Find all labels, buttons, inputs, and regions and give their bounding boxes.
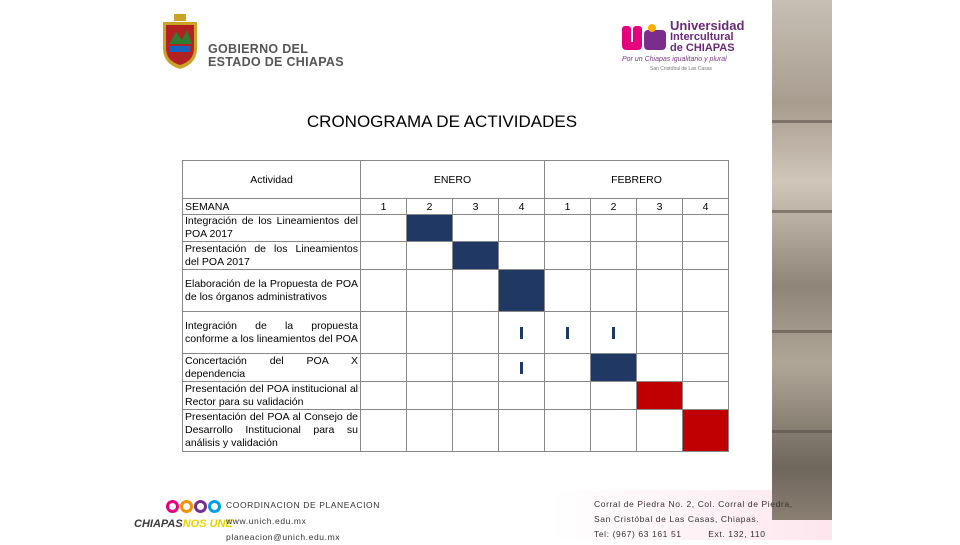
gov-line-1: GOBIERNO DEL bbox=[208, 42, 309, 56]
schedule-cell bbox=[683, 270, 729, 312]
activity-cell: Concertación del POA X dependencia bbox=[183, 354, 361, 382]
schedule-cell bbox=[545, 382, 591, 410]
circle-icon bbox=[208, 500, 221, 513]
schedule-cell bbox=[453, 215, 499, 242]
week-number: 2 bbox=[591, 199, 637, 215]
phone-line: Tel: (967) 63 161 51 Ext. 132, 110 bbox=[594, 529, 766, 539]
week-number: 3 bbox=[637, 199, 683, 215]
schedule-cell bbox=[545, 270, 591, 312]
photo-detail bbox=[772, 430, 832, 433]
schedule-marker bbox=[566, 327, 569, 339]
circle-icon bbox=[166, 500, 179, 513]
schedule-cell bbox=[591, 382, 637, 410]
table-row bbox=[183, 242, 729, 270]
schedule-cell bbox=[361, 215, 407, 242]
week-row bbox=[183, 199, 729, 215]
activity-cell: Elaboración de la Propuesta de POA de los órganos administrativos bbox=[183, 270, 361, 312]
schedule-cell bbox=[683, 312, 729, 354]
uni-line-3: de CHIAPAS bbox=[670, 42, 735, 54]
schedule-cell bbox=[545, 215, 591, 242]
schedule-cell bbox=[361, 382, 407, 410]
schedule-cell bbox=[683, 382, 729, 410]
schedule-cell bbox=[361, 312, 407, 354]
header-actividad: Actividad bbox=[183, 161, 361, 199]
schedule-cell bbox=[453, 242, 499, 270]
coordination-label: COORDINACION DE PLANEACION bbox=[226, 500, 380, 510]
footer-left-lines bbox=[226, 497, 380, 545]
activity-cell: Integración de los Lineamientos del POA 2017 bbox=[183, 215, 361, 242]
schedule-cell bbox=[499, 410, 545, 452]
activity-cell: Presentación del POA institucional al Rector para su validación bbox=[183, 382, 361, 410]
schedule-cell bbox=[499, 382, 545, 410]
footer-contact-right bbox=[594, 497, 793, 542]
email-link[interactable]: planeacion@unich.edu.mx bbox=[226, 532, 341, 542]
chiapas-word: CHIAPAS bbox=[134, 518, 183, 530]
address-line-2: San Cristóbal de Las Casas, Chiapas. bbox=[594, 514, 760, 524]
unich-logo-icon bbox=[622, 22, 668, 56]
table-row bbox=[183, 382, 729, 410]
schedule-cell bbox=[453, 410, 499, 452]
address-line-1: Corral de Piedra No. 2, Col. Corral de Piedra, bbox=[594, 499, 793, 509]
schedule-cell bbox=[499, 215, 545, 242]
activity-cell: Presentación del POA al Consejo de Desarrollo Institucional para su análisis y validación bbox=[183, 410, 361, 452]
footer-contact-left bbox=[130, 492, 380, 540]
week-number: 4 bbox=[499, 199, 545, 215]
table-row bbox=[183, 410, 729, 452]
chiapas-nos-une-logo-icon bbox=[166, 500, 222, 518]
schedule-cell bbox=[361, 270, 407, 312]
schedule-cell bbox=[407, 354, 453, 382]
schedule-cell bbox=[407, 382, 453, 410]
schedule-cell bbox=[637, 242, 683, 270]
schedule-cell bbox=[545, 312, 591, 354]
schedule-cell bbox=[407, 410, 453, 452]
university-name bbox=[670, 20, 744, 55]
uni-line-2: Intercultural bbox=[670, 30, 734, 43]
schedule-cell bbox=[683, 215, 729, 242]
circle-icon bbox=[180, 500, 193, 513]
schedule-cell bbox=[545, 354, 591, 382]
table-header-row bbox=[183, 161, 729, 199]
schedule-cell bbox=[499, 354, 545, 382]
page-title: CRONOGRAMA DE ACTIVIDADES bbox=[306, 112, 578, 131]
schedule-cell bbox=[683, 354, 729, 382]
table-row bbox=[183, 270, 729, 312]
schedule-cell bbox=[453, 270, 499, 312]
week-number: 3 bbox=[453, 199, 499, 215]
schedule-cell bbox=[453, 354, 499, 382]
activity-cell: Integración de la propuesta conforme a los lineamientos del POA bbox=[183, 312, 361, 354]
website-link[interactable]: www.unich.edu.mx bbox=[226, 516, 307, 526]
schedule-cell bbox=[407, 312, 453, 354]
header-enero: ENERO bbox=[361, 161, 545, 199]
decorative-photo bbox=[772, 0, 832, 520]
schedule-marker bbox=[612, 327, 615, 339]
photo-detail bbox=[772, 330, 832, 333]
schedule-cell bbox=[637, 410, 683, 452]
table-row bbox=[183, 215, 729, 242]
semana-label: SEMANA bbox=[183, 199, 361, 215]
photo-detail bbox=[772, 210, 832, 213]
university-logo bbox=[620, 18, 770, 78]
schedule-cell bbox=[499, 270, 545, 312]
government-logo bbox=[160, 10, 360, 76]
schedule-marker bbox=[520, 362, 523, 374]
schedule-cell bbox=[591, 410, 637, 452]
schedule-cell bbox=[591, 270, 637, 312]
schedule-cell bbox=[499, 312, 545, 354]
schedule-table bbox=[182, 160, 729, 452]
schedule-cell bbox=[683, 410, 729, 452]
circle-icon bbox=[194, 500, 207, 513]
gov-line-2: ESTADO DE CHIAPAS bbox=[208, 55, 344, 69]
week-number: 4 bbox=[683, 199, 729, 215]
schedule-cell bbox=[683, 242, 729, 270]
schedule-cell bbox=[591, 215, 637, 242]
schedule-cell bbox=[361, 410, 407, 452]
week-number: 1 bbox=[545, 199, 591, 215]
schedule-cell bbox=[637, 312, 683, 354]
schedule-cell bbox=[407, 270, 453, 312]
schedule-cell bbox=[591, 312, 637, 354]
schedule-cell bbox=[637, 354, 683, 382]
schedule-cell bbox=[637, 382, 683, 410]
activity-cell: Presentación de los Lineamientos del POA 2017 bbox=[183, 242, 361, 270]
nos-une-word: NOS UNE bbox=[182, 518, 233, 530]
schedule-cell bbox=[361, 242, 407, 270]
schedule-marker bbox=[520, 327, 523, 339]
uni-slogan: Por un Chiapas igualitario y plural bbox=[622, 56, 727, 63]
schedule-cell bbox=[545, 242, 591, 270]
week-number: 1 bbox=[361, 199, 407, 215]
header-febrero: FEBRERO bbox=[545, 161, 729, 199]
government-logo-text bbox=[208, 43, 344, 69]
chiapas-logo-text bbox=[134, 518, 233, 530]
uni-city: San Cristóbal de Las Casas bbox=[650, 66, 712, 72]
schedule-cell bbox=[407, 242, 453, 270]
chiapas-shield-icon bbox=[160, 14, 200, 70]
schedule-cell bbox=[591, 242, 637, 270]
schedule-cell bbox=[637, 215, 683, 242]
week-number: 2 bbox=[407, 199, 453, 215]
schedule-cell bbox=[545, 410, 591, 452]
schedule-cell bbox=[361, 354, 407, 382]
table-row bbox=[183, 354, 729, 382]
schedule-cell bbox=[499, 242, 545, 270]
schedule-cell bbox=[637, 270, 683, 312]
schedule-cell bbox=[591, 354, 637, 382]
uni-line-1: Universidad bbox=[670, 18, 745, 33]
schedule-cell bbox=[407, 215, 453, 242]
schedule-cell bbox=[453, 312, 499, 354]
table-row bbox=[183, 312, 729, 354]
schedule-cell bbox=[453, 382, 499, 410]
